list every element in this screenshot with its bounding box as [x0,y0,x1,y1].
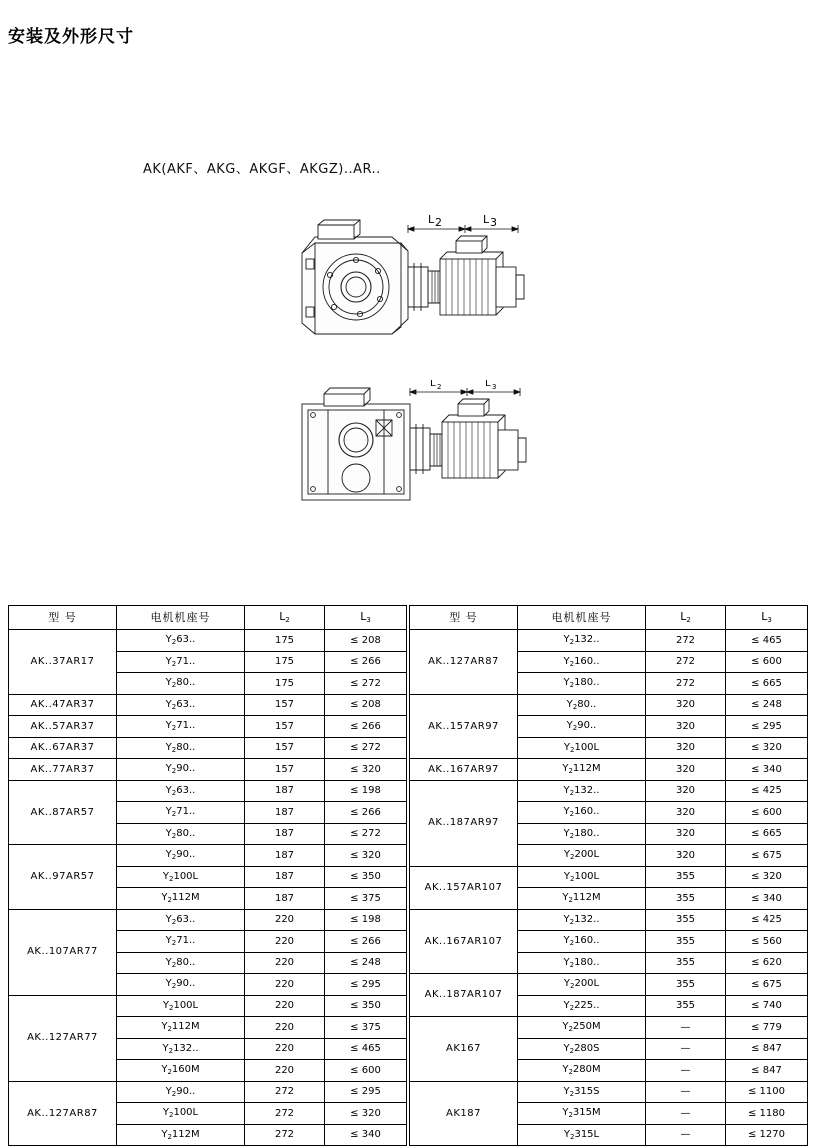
cell-l2: 272 [245,1124,325,1146]
cell-l2: 320 [646,694,726,716]
cell-motor-frame: $Y_2315S$ [518,1081,646,1103]
figure-caption: AK(AKF、AKG、AKGF、AKGZ)..AR.. [143,162,381,177]
cell-l2: 175 [245,673,325,695]
header-model: 型 号 [410,606,518,630]
gearbox-top-view-drawing [280,215,580,350]
table-row [410,759,808,781]
svg-text:3: 3 [492,383,497,391]
cell-l2: 272 [646,630,726,652]
cell-l3: ≤ 600 [726,802,808,824]
cell-motor-frame: $Y_2112M$ [518,759,646,781]
cell-motor-frame: $Y_2112M$ [518,888,646,910]
cell-model: AK..37AR17 [9,630,117,695]
table-row [9,630,407,652]
cell-l2: 272 [646,673,726,695]
cell-l3: ≤ 620 [726,952,808,974]
cell-l3: ≤ 375 [325,1017,407,1039]
header-motor-frame: 电机机座号 [518,606,646,630]
cell-l2: — [646,1103,726,1125]
cell-l2: 157 [245,737,325,759]
cell-motor-frame: $Y_2225$.. [518,995,646,1017]
table-row [9,694,407,716]
cell-l3: ≤ 295 [325,1081,407,1103]
table-row [410,780,808,802]
cell-l2: — [646,1038,726,1060]
cell-l3: ≤ 248 [726,694,808,716]
cell-model: AK..127AR87 [410,630,518,695]
cell-l2: 355 [646,909,726,931]
cell-model: AK..127AR87 [9,1081,117,1146]
svg-text:2: 2 [435,216,442,229]
cell-l2: 320 [646,845,726,867]
cell-l3: ≤ 295 [325,974,407,996]
cell-motor-frame: $Y_2315L$ [518,1124,646,1146]
cell-l3: ≤ 198 [325,780,407,802]
cell-motor-frame: $Y_271$.. [117,802,245,824]
cell-l3: ≤ 665 [726,823,808,845]
cell-motor-frame: $Y_2112M$ [117,888,245,910]
cell-l3: ≤ 340 [726,888,808,910]
cell-motor-frame: $Y_280$.. [117,673,245,695]
cell-l3: ≤ 847 [726,1038,808,1060]
page-title: 安装及外形尺寸 [8,27,134,46]
cell-motor-frame: $Y_2100L$ [518,866,646,888]
cell-motor-frame: $Y_2200L$ [518,845,646,867]
cell-l2: 220 [245,931,325,953]
cell-l2: 320 [646,716,726,738]
cell-l3: ≤ 266 [325,931,407,953]
cell-l2: 157 [245,694,325,716]
cell-l2: 187 [245,823,325,845]
cell-l3: ≤ 1270 [726,1124,808,1146]
cell-l2: 187 [245,780,325,802]
cell-motor-frame: $Y_290$.. [117,845,245,867]
cell-motor-frame: $Y_2160M$ [117,1060,245,1082]
cell-l3: ≤ 350 [325,995,407,1017]
cell-motor-frame: $Y_2280S$ [518,1038,646,1060]
cell-motor-frame: $Y_2100L$ [117,866,245,888]
table-row [9,716,407,738]
cell-motor-frame: $Y_263$.. [117,630,245,652]
cell-l3: ≤ 847 [726,1060,808,1082]
table-body-left [9,630,407,1146]
cell-motor-frame: $Y_2100L$ [117,1103,245,1125]
cell-model: AK..167AR97 [410,759,518,781]
cell-model: AK..187AR107 [410,974,518,1017]
table-row [410,974,808,996]
cell-l3: ≤ 320 [325,759,407,781]
table-row [9,759,407,781]
cell-l2: 320 [646,759,726,781]
table-row [9,780,407,802]
cell-model: AK..67AR37 [9,737,117,759]
cell-l3: ≤ 320 [726,866,808,888]
cell-l2: 320 [646,780,726,802]
table-row [410,1081,808,1103]
cell-model: AK..87AR57 [9,780,117,845]
cell-l2: — [646,1017,726,1039]
cell-l3: ≤ 340 [325,1124,407,1146]
cell-motor-frame: $Y_2315M$ [518,1103,646,1125]
cell-l3: ≤ 425 [726,780,808,802]
cell-l3: ≤ 600 [325,1060,407,1082]
cell-l2: 320 [646,823,726,845]
cell-model: AK..97AR57 [9,845,117,910]
cell-l3: ≤ 740 [726,995,808,1017]
cell-l2: 175 [245,651,325,673]
cell-motor-frame: $Y_2180$.. [518,952,646,974]
header-motor-frame: 电机机座号 [117,606,245,630]
header-l3: $L_3$ [726,606,808,630]
cell-l3: ≤ 266 [325,651,407,673]
cell-l2: 272 [646,651,726,673]
table-row [9,995,407,1017]
svg-text:L: L [428,215,435,226]
cell-l3: ≤ 779 [726,1017,808,1039]
cell-motor-frame: $Y_280$.. [117,823,245,845]
cell-model: AK..107AR77 [9,909,117,995]
cell-l3: ≤ 340 [726,759,808,781]
cell-l3: ≤ 320 [325,845,407,867]
dimension-table-left [8,605,407,1146]
cell-l2: 220 [245,1017,325,1039]
cell-l2: — [646,1081,726,1103]
cell-l2: 355 [646,974,726,996]
header-l2: $L_2$ [245,606,325,630]
cell-motor-frame: $Y_271$.. [117,651,245,673]
cell-l3: ≤ 675 [726,974,808,996]
cell-l2: 355 [646,888,726,910]
cell-l2: 355 [646,931,726,953]
cell-motor-frame: $Y_2132$.. [518,780,646,802]
cell-l3: ≤ 675 [726,845,808,867]
cell-l3: ≤ 198 [325,909,407,931]
cell-l3: ≤ 320 [325,1103,407,1125]
cell-model: AK..47AR37 [9,694,117,716]
svg-text:2: 2 [437,383,442,391]
table-row [9,909,407,931]
cell-motor-frame: $Y_2160$.. [518,931,646,953]
cell-motor-frame: $Y_290$.. [117,1081,245,1103]
cell-motor-frame: $Y_2160$.. [518,651,646,673]
gearbox-front-view-drawing [280,380,580,515]
header-l3: $L_3$ [325,606,407,630]
cell-l2: — [646,1124,726,1146]
cell-motor-frame: $Y_2180$.. [518,823,646,845]
svg-text:3: 3 [490,216,497,229]
cell-motor-frame: $Y_280$.. [117,952,245,974]
svg-text:L: L [483,215,490,226]
header-l2: $L_2$ [646,606,726,630]
cell-l3: ≤ 295 [726,716,808,738]
table-body-right [410,630,808,1146]
cell-l3: ≤ 248 [325,952,407,974]
cell-motor-frame: $Y_290$.. [117,759,245,781]
cell-l3: ≤ 600 [726,651,808,673]
cell-motor-frame: $Y_280$.. [518,694,646,716]
svg-text:L: L [430,380,436,389]
cell-l2: 220 [245,995,325,1017]
cell-motor-frame: $Y_2250M$ [518,1017,646,1039]
table-row [410,694,808,716]
cell-l2: 220 [245,1060,325,1082]
cell-l2: 355 [646,952,726,974]
cell-l3: ≤ 350 [325,866,407,888]
dimension-table-right [409,605,808,1146]
cell-l2: 220 [245,974,325,996]
cell-motor-frame: $Y_271$.. [117,931,245,953]
table-row [410,1017,808,1039]
cell-model: AK..157AR97 [410,694,518,759]
cell-motor-frame: $Y_290$.. [518,716,646,738]
cell-motor-frame: $Y_2180$.. [518,673,646,695]
cell-l2: 187 [245,888,325,910]
cell-motor-frame: $Y_2160$.. [518,802,646,824]
table-header-row [410,606,808,630]
cell-motor-frame: $Y_263$.. [117,694,245,716]
cell-model: AK..157AR107 [410,866,518,909]
cell-l3: ≤ 465 [325,1038,407,1060]
cell-motor-frame: $Y_271$.. [117,716,245,738]
cell-l2: 175 [245,630,325,652]
cell-motor-frame: $Y_290$.. [117,974,245,996]
cell-motor-frame: $Y_2112M$ [117,1017,245,1039]
cell-l2: 320 [646,802,726,824]
cell-l2: 187 [245,866,325,888]
dimension-tables [8,605,808,1146]
cell-l3: ≤ 272 [325,823,407,845]
cell-l2: 220 [245,909,325,931]
cell-l2: 220 [245,1038,325,1060]
cell-l2: 355 [646,866,726,888]
cell-model: AK..127AR77 [9,995,117,1081]
cell-l2: 187 [245,845,325,867]
cell-motor-frame: $Y_263$.. [117,780,245,802]
cell-l2: 187 [245,802,325,824]
table-row [410,909,808,931]
table-row [9,845,407,867]
table-header-row [9,606,407,630]
cell-model: AK..77AR37 [9,759,117,781]
cell-l2: 272 [245,1103,325,1125]
cell-l3: ≤ 560 [726,931,808,953]
cell-motor-frame: $Y_2112M$ [117,1124,245,1146]
cell-l3: ≤ 665 [726,673,808,695]
cell-l2: 157 [245,716,325,738]
cell-motor-frame: $Y_2132$.. [518,909,646,931]
table-row [410,630,808,652]
cell-l3: ≤ 266 [325,802,407,824]
cell-motor-frame: $Y_2132$.. [117,1038,245,1060]
cell-l3: ≤ 266 [325,716,407,738]
cell-model: AK187 [410,1081,518,1146]
header-model: 型 号 [9,606,117,630]
cell-l3: ≤ 1100 [726,1081,808,1103]
cell-model: AK..167AR107 [410,909,518,974]
cell-model: AK..57AR37 [9,716,117,738]
cell-l2: 272 [245,1081,325,1103]
cell-l2: 220 [245,952,325,974]
table-row [9,737,407,759]
cell-l3: ≤ 465 [726,630,808,652]
table-row [410,866,808,888]
cell-motor-frame: $Y_280$.. [117,737,245,759]
cell-motor-frame: $Y_2100L$ [117,995,245,1017]
cell-l2: 157 [245,759,325,781]
cell-l2: — [646,1060,726,1082]
cell-motor-frame: $Y_2132$.. [518,630,646,652]
cell-l3: ≤ 208 [325,630,407,652]
cell-l2: 355 [646,995,726,1017]
svg-text:L: L [485,380,491,389]
cell-motor-frame: $Y_2280M$ [518,1060,646,1082]
cell-l3: ≤ 272 [325,673,407,695]
cell-l3: ≤ 375 [325,888,407,910]
cell-model: AK..187AR97 [410,780,518,866]
cell-l3: ≤ 272 [325,737,407,759]
cell-l3: ≤ 1180 [726,1103,808,1125]
table-row [9,1081,407,1103]
cell-motor-frame: $Y_2200L$ [518,974,646,996]
cell-motor-frame: $Y_2100L$ [518,737,646,759]
cell-model: AK167 [410,1017,518,1082]
cell-motor-frame: $Y_263$.. [117,909,245,931]
cell-l2: 320 [646,737,726,759]
cell-l3: ≤ 320 [726,737,808,759]
cell-l3: ≤ 208 [325,694,407,716]
cell-l3: ≤ 425 [726,909,808,931]
